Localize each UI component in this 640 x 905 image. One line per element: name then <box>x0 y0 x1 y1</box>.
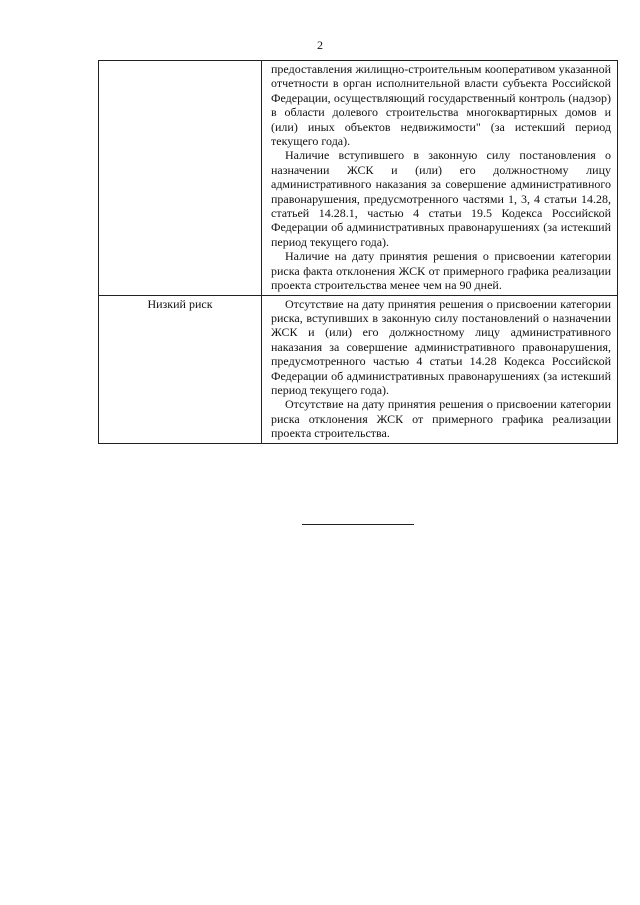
risk-category-table <box>98 60 618 444</box>
criteria-paragraph: предоставления жилищно-строительным кооперативом указанной отчетности в орган исполнительной власти субъекта Российской Федерации, осуществляющий государственный контроль (надзор) в области долевого строительства многоквартирных домов и (или) иных объектов недвижимости" (за истекший период текущего года). <box>271 62 611 149</box>
criteria-paragraph: Наличие вступившего в законную силу постановления о назначении ЖСК и (или) его должностному лицу административного наказания за совершение административного правонарушения, предусмотренного частями 1, 3, 4 статьи 14.28, статьей 14.28.1, частью 4 статьи 19.5 Кодекса Российской Федерации об административных правонарушениях (за истекший период текущего года). <box>271 148 611 249</box>
criteria-paragraph: Отсутствие на дату принятия решения о присвоении категории риска отклонения ЖСК от примерного графика реализации проекта строительства. <box>271 397 611 441</box>
criteria-paragraph: Наличие на дату принятия решения о присвоении категории риска факта отклонения ЖСК от примерного графика реализации проекта строительства менее чем на 90 дней. <box>271 249 611 293</box>
category-label: Низкий риск <box>147 296 213 311</box>
category-cell <box>99 295 262 443</box>
end-of-document-rule <box>302 524 414 525</box>
category-cell <box>99 61 262 296</box>
table-row <box>99 295 618 443</box>
category-label <box>99 61 261 62</box>
page-number: 2 <box>317 38 323 52</box>
criteria-cell <box>262 295 618 443</box>
table-row <box>99 61 618 296</box>
criteria-cell <box>262 61 618 296</box>
criteria-paragraph: Отсутствие на дату принятия решения о присвоении категории риска, вступивших в законную силу постановлений о назначении ЖСК и (или) его должностному лицу административного наказания за совершение административного правонарушения, предусмотренного частью 4 статьи 14.28 Кодекса Российской Федерации об административных правонарушениях (за истекший период текущего года). <box>271 296 611 397</box>
